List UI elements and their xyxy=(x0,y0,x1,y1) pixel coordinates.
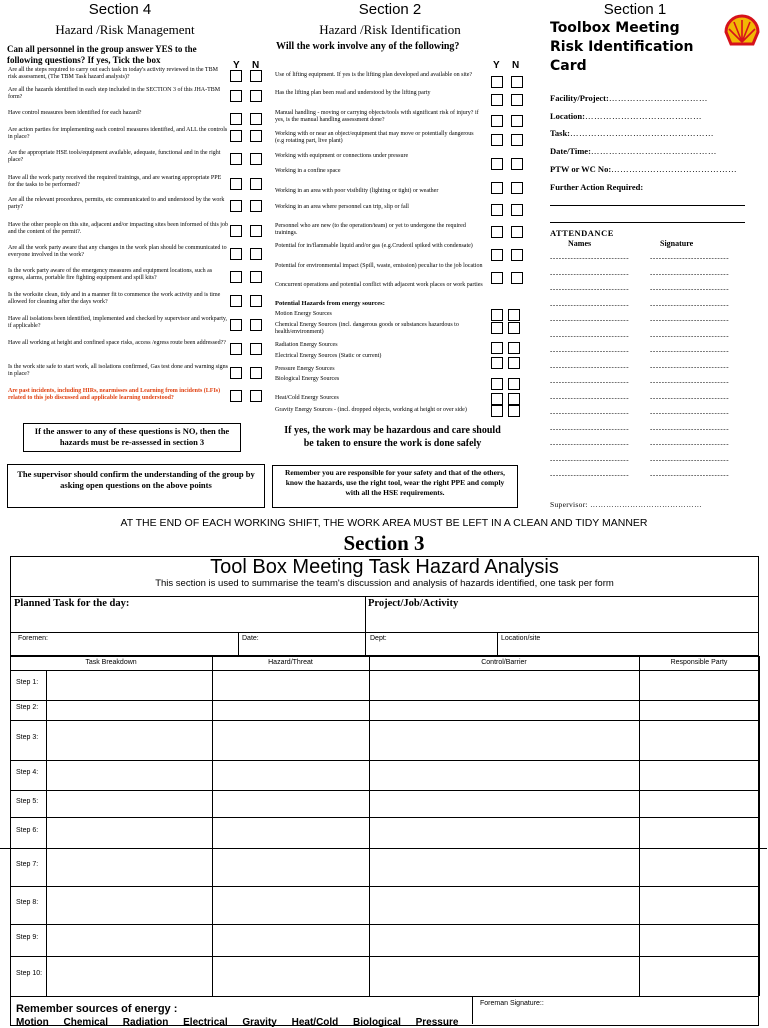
section4-subheading: Hazard /Risk Management xyxy=(55,22,195,37)
section4-q7-checkbox-pair xyxy=(230,200,262,212)
section2-r1-no-checkbox[interactable] xyxy=(511,76,523,88)
section4-q13-no-checkbox[interactable] xyxy=(250,343,262,355)
section4-question: Are all the relevant procedures, permits, etc communicated to and understood by the work party? xyxy=(8,197,225,210)
section2-r2-yes-checkbox[interactable] xyxy=(491,94,503,106)
section2-r3-checkbox-pair xyxy=(491,115,523,127)
section4-q5-no-checkbox[interactable] xyxy=(250,153,262,165)
table-cell-hazard-threat[interactable] xyxy=(213,849,368,885)
section2-e6-yes-checkbox[interactable] xyxy=(491,393,503,405)
step-label: Step 4: xyxy=(16,769,39,776)
dotted-line: ………………………………… xyxy=(584,111,702,121)
table-cell-responsible-party[interactable] xyxy=(640,818,758,847)
section4-note-reassess: If the answer to any of these questions is NO, then the hazards must be re-assessed in section 3 xyxy=(23,423,241,452)
section4-q1-yes-checkbox[interactable] xyxy=(230,70,242,82)
section4-q2-checkbox-pair xyxy=(230,90,262,102)
section1-field-label: Facility/Project: xyxy=(550,93,609,103)
section2-r8-checkbox-pair xyxy=(491,226,523,238)
section2-e5-checkbox-pair xyxy=(491,378,520,390)
step-label: Step 10: xyxy=(16,970,43,977)
section1-supervisor-label: Supervisor: xyxy=(550,500,588,509)
section2-r7-checkbox-pair xyxy=(491,204,523,216)
section4-question: Are all the work party aware that any changes in the work plan should be communicated to everyone involved in the work? xyxy=(8,245,227,258)
section1-attendance-heading: ATTENDANCE xyxy=(550,228,614,238)
section4-q15-checkbox-pair xyxy=(230,390,262,402)
table-cell-responsible-party[interactable] xyxy=(640,957,758,995)
section2-e2-no-checkbox[interactable] xyxy=(508,322,520,334)
step-label: Step 2: xyxy=(16,704,39,711)
foremen-field[interactable] xyxy=(12,633,237,655)
section4-q3-yes-checkbox[interactable] xyxy=(230,113,242,125)
table-cell-control-barrier[interactable] xyxy=(370,791,638,816)
section4-q10-no-checkbox[interactable] xyxy=(250,271,262,283)
section4-question: Have all isolations been identified, implemented and checked by supervisor and workparty, if applicable? xyxy=(8,316,228,329)
dept-label: Dept: xyxy=(370,635,387,642)
section4-question: Is the work party aware of the emergency measures and equipment locations, such as egress, alarms, portable fire fighting equipment and spill kits? xyxy=(8,268,213,281)
section4-q9-yes-checkbox[interactable] xyxy=(230,248,242,260)
table-cell-task-breakdown[interactable] xyxy=(47,721,211,759)
section4-q15-no-checkbox[interactable] xyxy=(250,390,262,402)
section2-r4-no-checkbox[interactable] xyxy=(511,134,523,146)
section4-q13-yes-checkbox[interactable] xyxy=(230,343,242,355)
section2-heading: Section 2 xyxy=(358,1,422,18)
section1-card-title: Toolbox Meeting Risk Identification Card xyxy=(550,20,694,74)
section4-q5-yes-checkbox[interactable] xyxy=(230,153,242,165)
section4-q8-yes-checkbox[interactable] xyxy=(230,225,242,237)
section2-energy-item: Chemical Energy Sources (incl. dangerous goods or substances hazardous to health/environment) xyxy=(275,322,459,335)
rule xyxy=(0,848,10,849)
table-cell-responsible-party[interactable] xyxy=(640,925,758,955)
section4-q1-no-checkbox[interactable] xyxy=(250,70,262,82)
attendance-name-line[interactable]: --------------------------- xyxy=(550,471,630,479)
foreman-signature-label: Foreman Signature:: xyxy=(480,1000,544,1007)
table-cell-hazard-threat[interactable] xyxy=(213,721,368,759)
attendance-name-line[interactable]: --------------------------- xyxy=(550,378,630,386)
attendance-signature-line[interactable]: --------------------------- xyxy=(650,331,730,340)
section1-field-label: Further Action Required: xyxy=(550,182,644,192)
foreman-signature-field[interactable] xyxy=(474,998,758,1022)
section2-r5-no-checkbox[interactable] xyxy=(511,158,523,170)
section2-r6-no-checkbox[interactable] xyxy=(511,182,523,194)
section4-question: Are action parties for implementing each control measures identified, and ALL the controls in place? xyxy=(8,127,228,140)
rule xyxy=(10,996,759,997)
section4-q4-no-checkbox[interactable] xyxy=(250,130,262,142)
section2-e4-no-checkbox[interactable] xyxy=(508,357,520,369)
section4-heading: Section 4 xyxy=(88,1,152,18)
section2-item: Working with equipment or connections under pressure xyxy=(275,153,409,159)
table-cell-task-breakdown[interactable] xyxy=(47,849,211,885)
energy-reminder: Remember sources of energy : xyxy=(16,1003,178,1015)
attendance-signature-line[interactable]: --------------------------- xyxy=(650,347,730,355)
section2-energy-item: Radiation Energy Sources xyxy=(275,342,338,348)
section4-q12-no-checkbox[interactable] xyxy=(250,319,262,331)
section4-q11-no-checkbox[interactable] xyxy=(250,295,262,307)
section4-q14-yes-checkbox[interactable] xyxy=(230,367,242,379)
section2-r4-yes-checkbox[interactable] xyxy=(491,134,503,146)
section2-energy-item: Biological Energy Sources xyxy=(275,376,340,382)
section2-e5-no-checkbox[interactable] xyxy=(508,378,520,390)
rule xyxy=(472,996,473,1024)
step-label: Step 6: xyxy=(16,827,39,834)
section2-item: Working in an area where personnel can trip, slip or fall xyxy=(275,204,409,210)
section2-e7-yes-checkbox[interactable] xyxy=(491,405,503,417)
attendance-name-line[interactable]: --------------------------- xyxy=(550,393,630,402)
table-cell-control-barrier[interactable] xyxy=(370,957,638,995)
section4-question: Is the work site safe to start work, all isolations confirmed, Gas test done and warning signs in place? xyxy=(8,364,228,377)
section4-q3-checkbox-pair xyxy=(230,113,262,125)
section1-field-row[interactable] xyxy=(550,182,755,192)
table-cell-hazard-threat[interactable] xyxy=(213,887,368,923)
section2-e5-yes-checkbox[interactable] xyxy=(491,378,503,390)
section2-item: Potential for environmental impact (Spill, waste, emission) peculiar to the job location xyxy=(275,263,483,269)
section2-n-label: N xyxy=(512,60,520,71)
section4-q3-no-checkbox[interactable] xyxy=(250,113,262,125)
section4-q14-checkbox-pair xyxy=(230,367,262,379)
table-cell-responsible-party[interactable] xyxy=(640,671,758,699)
section4-q11-checkbox-pair xyxy=(230,295,262,307)
step-label: Step 5: xyxy=(16,798,39,805)
section1-field-label: Location: xyxy=(550,111,585,121)
section4-q11-yes-checkbox[interactable] xyxy=(230,295,242,307)
section2-r5-yes-checkbox[interactable] xyxy=(491,158,503,170)
planned-task-field[interactable] xyxy=(12,612,362,630)
attendance-signature-line[interactable]: --------------------------- xyxy=(650,471,730,479)
column-header-responsible-party: Responsible Party xyxy=(670,659,728,666)
section2-r2-checkbox-pair xyxy=(491,94,523,106)
date-label: Date: xyxy=(242,635,259,642)
section2-item: Working in an area with poor visibility (lighting or tight) or weather xyxy=(275,188,439,194)
section4-q6-yes-checkbox[interactable] xyxy=(230,178,242,190)
attendance-signature-line[interactable]: --------------------------- xyxy=(650,424,730,433)
section1-field-label: Task: xyxy=(550,128,571,138)
attendance-signature-line[interactable]: --------------------------- xyxy=(650,269,730,278)
section4-q12-checkbox-pair xyxy=(230,319,262,331)
section4-question: Have all working at height and confined space risks, access /egress route been addressed?? xyxy=(8,340,226,346)
section4-question: Have all the work party received the required trainings, and are wearing appropriate PPE for the tasks to be performed? xyxy=(8,175,222,188)
section2-r10-yes-checkbox[interactable] xyxy=(491,272,503,284)
table-cell-task-breakdown[interactable] xyxy=(47,925,211,955)
section4-q4-checkbox-pair xyxy=(230,130,262,142)
section2-r5-checkbox-pair xyxy=(491,158,523,170)
section1-field-row[interactable] xyxy=(550,128,755,138)
section4-q2-yes-checkbox[interactable] xyxy=(230,90,242,102)
section2-r1-checkbox-pair xyxy=(491,76,523,88)
column-header-control-barrier: Control/Barrier xyxy=(481,659,527,666)
section4-question: Are the appropriate HSE tools/equipment available, adequate, functional and in the right place? xyxy=(8,150,221,163)
section4-q13-checkbox-pair xyxy=(230,343,262,355)
section2-e4-checkbox-pair xyxy=(491,357,520,369)
section2-item: Has the lifting plan been read and understood by the lifting party xyxy=(275,90,431,96)
attendance-name-line[interactable]: --------------------------- xyxy=(550,269,630,278)
table-cell-control-barrier[interactable] xyxy=(370,925,638,955)
section2-energy-heading: Potential Hazards from energy sources: xyxy=(275,300,385,307)
table-cell-responsible-party[interactable] xyxy=(640,701,758,719)
footer-banner: AT THE END OF EACH WORKING SHIFT, THE WORK AREA MUST BE LEFT IN A CLEAN AND TIDY MANNER xyxy=(120,517,648,529)
section4-q8-checkbox-pair xyxy=(230,225,262,237)
attendance-signature-line[interactable]: --------------------------- xyxy=(650,393,730,402)
section4-red-question: Are past incidents, including HIRs, nearmisses and Learning from incidents (LFIs) related to this job discussed and applicable learning understood? xyxy=(8,388,221,401)
planned-task-label: Planned Task for the day: xyxy=(14,598,130,609)
section4-q8-no-checkbox[interactable] xyxy=(250,225,262,237)
table-cell-control-barrier[interactable] xyxy=(370,721,638,759)
section1-action-line-2 xyxy=(550,222,745,223)
rule xyxy=(759,656,760,996)
section2-y-label: Y xyxy=(493,60,500,71)
attendance-name-line[interactable]: --------------------------- xyxy=(550,331,630,340)
section2-item: Personnel who are new (to the operation/team) or yet to undergone the required trainings. xyxy=(275,223,466,236)
table-cell-responsible-party[interactable] xyxy=(640,761,758,789)
attendance-signature-line[interactable]: --------------------------- xyxy=(650,409,730,417)
attendance-signature-line[interactable]: --------------------------- xyxy=(650,362,730,371)
attendance-name-line[interactable]: --------------------------- xyxy=(550,362,630,371)
section2-item: Working in a confine space xyxy=(275,168,341,174)
table-cell-responsible-party[interactable] xyxy=(640,849,758,885)
attendance-signature-line[interactable]: --------------------------- xyxy=(650,440,730,448)
section1-field-row[interactable] xyxy=(550,164,755,174)
table-cell-control-barrier[interactable] xyxy=(370,849,638,885)
section2-energy-item: Heat/Cold Energy Sources xyxy=(275,395,339,401)
table-cell-task-breakdown[interactable] xyxy=(47,818,211,847)
section2-r9-yes-checkbox[interactable] xyxy=(491,249,503,261)
step-label: Step 3: xyxy=(16,734,39,741)
attendance-signature-line[interactable]: --------------------------- xyxy=(650,455,730,464)
supervisor-dotted-line: …………………………………… xyxy=(590,500,703,509)
table-cell-hazard-threat[interactable] xyxy=(213,701,368,719)
table-cell-control-barrier[interactable] xyxy=(370,671,638,699)
table-cell-control-barrier[interactable] xyxy=(370,887,638,923)
section2-r6-checkbox-pair xyxy=(491,182,523,194)
section4-q6-checkbox-pair xyxy=(230,178,262,190)
section2-e6-checkbox-pair xyxy=(491,393,520,405)
table-cell-control-barrier[interactable] xyxy=(370,818,638,847)
foremen-label: Foremen: xyxy=(18,635,48,642)
section2-e3-checkbox-pair xyxy=(491,342,520,354)
section1-action-line-1 xyxy=(550,205,745,206)
table-cell-task-breakdown[interactable] xyxy=(47,887,211,923)
section4-q7-yes-checkbox[interactable] xyxy=(230,200,242,212)
attendance-signature-line[interactable]: --------------------------- xyxy=(650,378,730,386)
location-field[interactable] xyxy=(498,633,758,655)
section4-n-label: N xyxy=(252,60,260,71)
section2-e1-checkbox-pair xyxy=(491,309,520,321)
dotted-line: ………………………………………… xyxy=(570,128,715,138)
section4-q9-no-checkbox[interactable] xyxy=(250,248,262,260)
dotted-line: …………………………………… xyxy=(611,164,738,174)
section2-energy-item: Pressure Energy Sources xyxy=(275,366,335,372)
section2-item: Concurrent operations and potential conflict with adjacent work places or work parties xyxy=(275,282,483,288)
section2-reminder: Remember you are responsible for your safety and that of the others, know the hazards, use the right tool, wear the right PPE and comply with all the HSE requirements. xyxy=(272,465,518,508)
section4-q6-no-checkbox[interactable] xyxy=(250,178,262,190)
attendance-name-line[interactable]: --------------------------- xyxy=(550,455,630,464)
project-label: Project/Job/Activity xyxy=(368,598,459,609)
dotted-line: …………………………… xyxy=(608,93,708,103)
section4-question: Have control measures been identified for each hazard? xyxy=(8,110,142,116)
dotted-line: …………………………………… xyxy=(590,146,717,156)
section4-note-supervisor: The supervisor should confirm the understanding of the group by asking open questions on the above points xyxy=(7,464,265,508)
section1-field-label: Date/Time: xyxy=(550,146,591,156)
table-cell-task-breakdown[interactable] xyxy=(47,671,211,699)
date-field[interactable] xyxy=(239,633,364,655)
table-cell-responsible-party[interactable] xyxy=(640,721,758,759)
section4-q2-no-checkbox[interactable] xyxy=(250,90,262,102)
section3-title: Tool Box Meeting Task Hazard Analysis xyxy=(210,556,559,578)
rule xyxy=(10,596,759,597)
section2-e6-no-checkbox[interactable] xyxy=(508,393,520,405)
section2-r10-checkbox-pair xyxy=(491,272,523,284)
rule xyxy=(365,596,366,632)
step-label: Step 1: xyxy=(16,679,39,686)
column-header-task-breakdown: Task Breakdown xyxy=(85,659,137,666)
attendance-name-line[interactable]: --------------------------- xyxy=(550,285,630,293)
section2-item: Use of lifting equipment. If yes is the lifting plan developed and available on site? xyxy=(275,72,473,78)
table-cell-task-breakdown[interactable] xyxy=(47,701,211,719)
section4-q5-checkbox-pair xyxy=(230,153,262,165)
section2-r4-checkbox-pair xyxy=(491,134,523,146)
section4-y-label: Y xyxy=(233,60,240,71)
attendance-name-line[interactable]: --------------------------- xyxy=(550,254,630,262)
section1-signature-label: Signature xyxy=(660,239,694,248)
section4-q10-yes-checkbox[interactable] xyxy=(230,271,242,283)
section2-r6-yes-checkbox[interactable] xyxy=(491,182,503,194)
table-cell-hazard-threat[interactable] xyxy=(213,818,368,847)
attendance-name-line[interactable]: --------------------------- xyxy=(550,409,630,417)
table-cell-hazard-threat[interactable] xyxy=(213,957,368,995)
section2-r3-no-checkbox[interactable] xyxy=(511,115,523,127)
attendance-name-line[interactable]: --------------------------- xyxy=(550,300,630,309)
section4-intro: Can all personnel in the group answer YES to the following questions? If yes, Tick the box xyxy=(7,44,197,65)
table-cell-responsible-party[interactable] xyxy=(640,791,758,816)
table-cell-task-breakdown[interactable] xyxy=(47,791,211,816)
section2-subheading: Hazard /Risk Identification xyxy=(319,22,461,37)
table-cell-hazard-threat[interactable] xyxy=(213,761,368,789)
section2-r8-no-checkbox[interactable] xyxy=(511,226,523,238)
dept-field[interactable] xyxy=(366,633,496,655)
section2-item: Manual handling - moving or carrying objects/tools with significant risk of injury? if yes, is the manual handling assessment done? xyxy=(275,110,479,123)
attendance-signature-line[interactable]: --------------------------- xyxy=(650,285,730,293)
section1-field-label: PTW or WC No: xyxy=(550,164,612,174)
section2-e7-checkbox-pair xyxy=(491,405,520,417)
step-label: Step 8: xyxy=(16,899,39,906)
section2-e2-checkbox-pair xyxy=(491,322,520,334)
table-cell-responsible-party[interactable] xyxy=(640,887,758,923)
section2-e3-no-checkbox[interactable] xyxy=(508,342,520,354)
section2-r10-no-checkbox[interactable] xyxy=(511,272,523,284)
section1-names-label: Names xyxy=(568,239,592,248)
section2-e7-no-checkbox[interactable] xyxy=(508,405,520,417)
section2-r8-yes-checkbox[interactable] xyxy=(491,226,503,238)
section2-energy-item: Motion Energy Sources xyxy=(275,311,332,317)
section2-e1-no-checkbox[interactable] xyxy=(508,309,520,321)
location-label: Location/site xyxy=(501,635,541,642)
energy-list: Motion Chemical Radiation Electrical Gravity Heat/Cold Biological Pressure xyxy=(16,1017,459,1028)
project-field[interactable] xyxy=(367,612,757,630)
section4-question: Is the worksite clean, tidy and in a manner fit to commence the work activity and is time allowed for cleaning after the days work? xyxy=(8,292,221,305)
section1-field-row[interactable] xyxy=(550,111,755,121)
table-cell-control-barrier[interactable] xyxy=(370,701,638,719)
rule xyxy=(10,656,759,657)
table-cell-hazard-threat[interactable] xyxy=(213,791,368,816)
section2-warning: If yes, the work may be hazardous and care should be taken to ensure the work is done safely xyxy=(284,425,501,449)
section2-e4-yes-checkbox[interactable] xyxy=(491,357,503,369)
section4-question: Have the other people on this site, adjacent and/or impacting sites been informed of this job and the content of the permit?. xyxy=(8,222,228,235)
section1-heading: Section 1 xyxy=(603,1,667,18)
section2-energy-item: Electrical Energy Sources (Static or current) xyxy=(275,353,382,359)
attendance-name-line[interactable]: --------------------------- xyxy=(550,347,630,355)
section4-q10-checkbox-pair xyxy=(230,271,262,283)
section2-r7-yes-checkbox[interactable] xyxy=(491,204,503,216)
attendance-signature-line[interactable]: --------------------------- xyxy=(650,300,730,309)
section2-r7-no-checkbox[interactable] xyxy=(511,204,523,216)
section2-e3-yes-checkbox[interactable] xyxy=(491,342,503,354)
section4-q15-yes-checkbox[interactable] xyxy=(230,390,242,402)
section2-r2-no-checkbox[interactable] xyxy=(511,94,523,106)
section3-heading: Section 3 xyxy=(343,531,425,555)
section4-q14-no-checkbox[interactable] xyxy=(250,367,262,379)
step-label: Step 7: xyxy=(16,861,39,868)
section2-r9-checkbox-pair xyxy=(491,249,523,261)
section2-item: Potential for in/flammable liquid and/or gas (e.g.Crudeoil spiked with condensate) xyxy=(275,243,473,249)
attendance-signature-line[interactable]: --------------------------- xyxy=(650,316,730,324)
section4-q7-no-checkbox[interactable] xyxy=(250,200,262,212)
section4-question: Are all the steps required to carry out each task in today's activity reviewed in the TBM risk assessment, (The TBM Task hazard analysis)? xyxy=(8,67,218,80)
section2-r1-yes-checkbox[interactable] xyxy=(491,76,503,88)
table-cell-task-breakdown[interactable] xyxy=(47,761,211,789)
step-label: Step 9: xyxy=(16,934,39,941)
table-cell-hazard-threat[interactable] xyxy=(213,925,368,955)
section1-field-row[interactable] xyxy=(550,93,755,103)
section2-energy-item: Gravity Energy Sources - (incl. dropped objects, working at height or over side) xyxy=(275,407,467,413)
section4-q9-checkbox-pair xyxy=(230,248,262,260)
section2-e2-yes-checkbox[interactable] xyxy=(491,322,503,334)
section2-item: Working with or near an object/equipment that may move or potentially dangerous (e.g rotating part, live plant) xyxy=(275,131,474,144)
attendance-name-line[interactable]: --------------------------- xyxy=(550,440,630,448)
section2-intro: Will the work involve any of the following? xyxy=(276,41,460,52)
section1-field-row[interactable] xyxy=(550,146,755,156)
column-header-hazard-threat: Hazard/Threat xyxy=(268,659,313,666)
section4-q1-checkbox-pair xyxy=(230,70,262,82)
section1-supervisor-field[interactable] xyxy=(550,500,702,509)
section4-q12-yes-checkbox[interactable] xyxy=(230,319,242,331)
section2-r9-no-checkbox[interactable] xyxy=(511,249,523,261)
section2-r3-yes-checkbox[interactable] xyxy=(491,115,503,127)
attendance-signature-line[interactable]: --------------------------- xyxy=(650,254,730,262)
table-cell-control-barrier[interactable] xyxy=(370,761,638,789)
table-cell-task-breakdown[interactable] xyxy=(47,957,211,995)
shell-logo-icon xyxy=(722,12,762,46)
attendance-name-line[interactable]: --------------------------- xyxy=(550,316,630,324)
section2-e1-yes-checkbox[interactable] xyxy=(491,309,503,321)
table-cell-hazard-threat[interactable] xyxy=(213,671,368,699)
attendance-name-line[interactable]: --------------------------- xyxy=(550,424,630,433)
section4-question: Are all the hazards identified in each step included in the SECTION 3 of this JHA-TBM form? xyxy=(8,87,221,100)
section4-q4-yes-checkbox[interactable] xyxy=(230,130,242,142)
section3-subtitle: This section is used to summarise the team's discussion and analysis of hazards identified, one task per form xyxy=(155,578,614,589)
